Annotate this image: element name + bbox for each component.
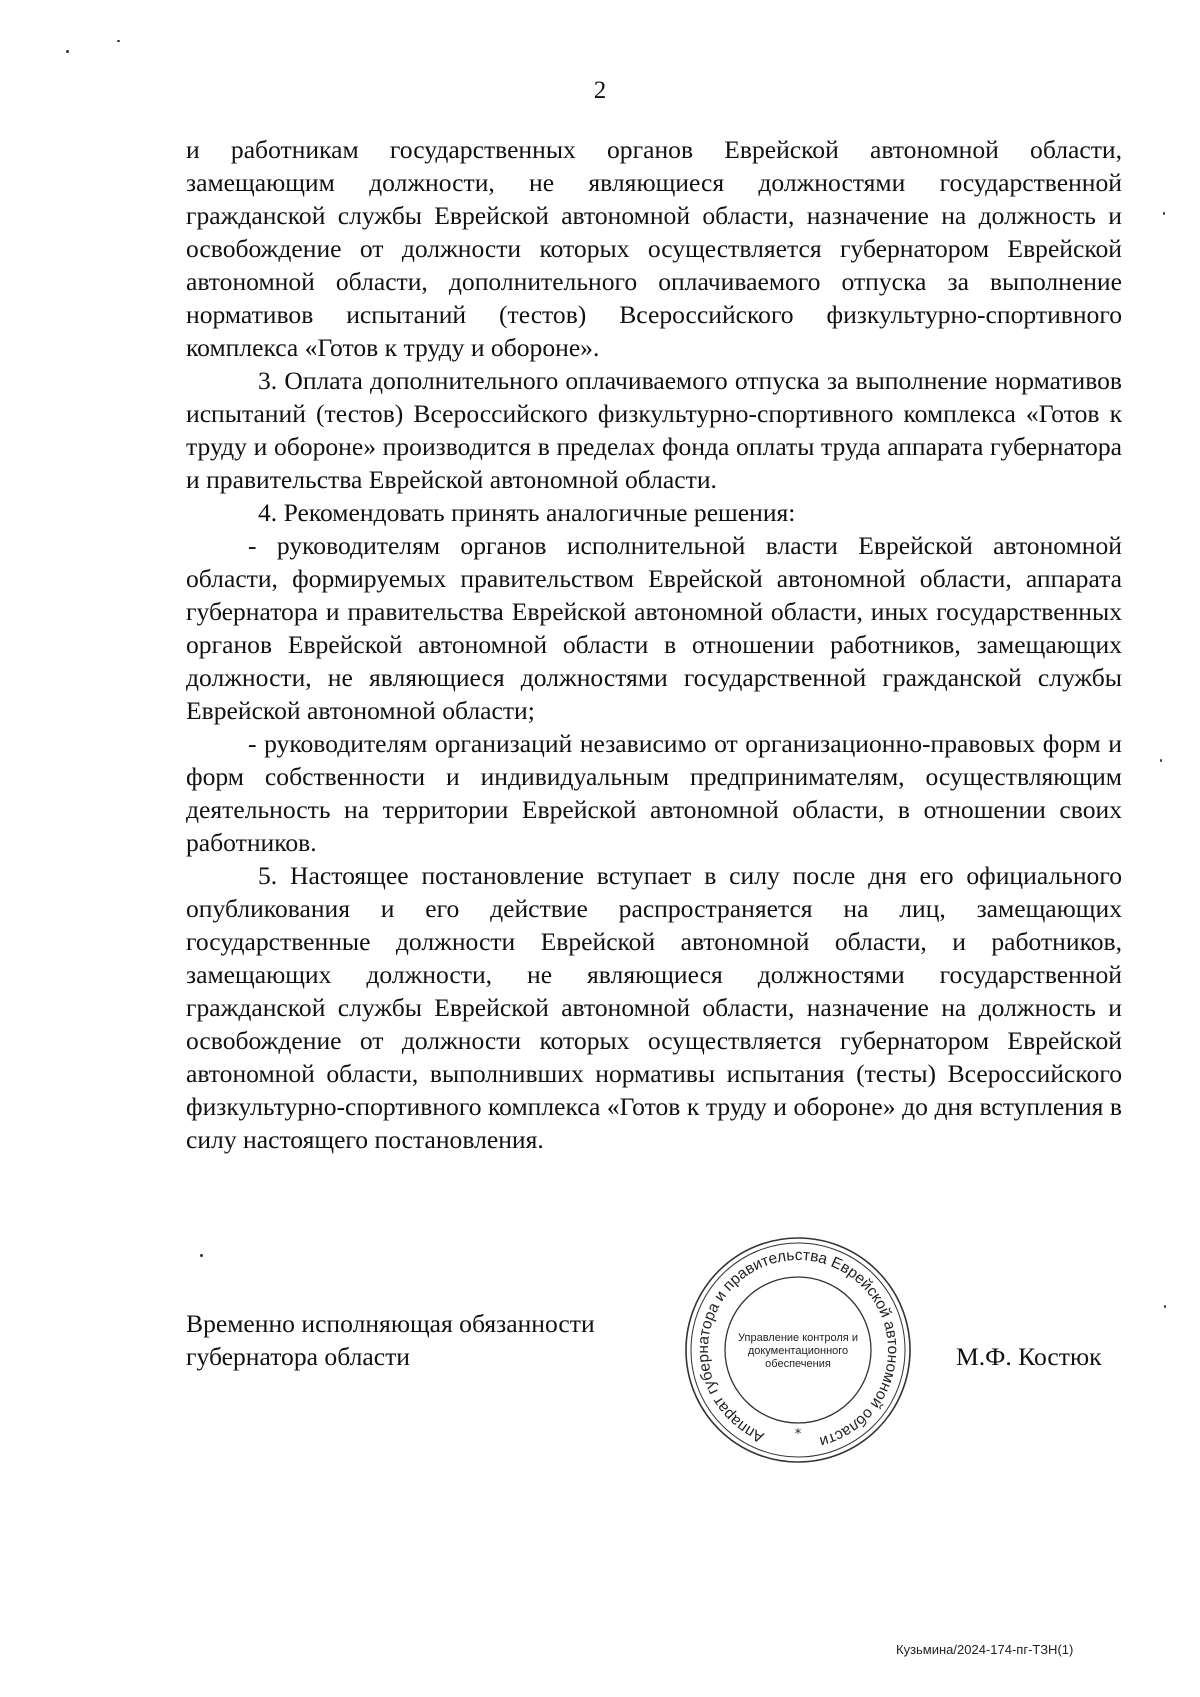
signer-position-line-2: губернатора области	[186, 1342, 410, 1371]
signer-position	[186, 1307, 646, 1373]
document-code: Кузьмина/2024-174-пг-ТЗН(1)	[896, 1642, 1074, 1657]
paragraph-continuation: и работникам государственных органов Еврейской автономной области, замещающим должности, не являющиеся должностями государственной гражданской службы Еврейской автономной области, назначение на должность и освобождение от должности которых осуществляется губернатором Еврейской автономной области, дополнительного оплачиваемого отпуска за выполнение нормативов испытаний (тестов) Всероссийского физкультурно-спортивного комплекса «Готов к труду и обороне».	[186, 135, 1122, 362]
scan-speck	[66, 50, 69, 53]
paragraph-4-item-1: - руководителям органов исполнительной власти Еврейской автономной области, формируемых правительством Еврейской автономной области, аппарата губернатора и правительства Еврейской автономной области, иных государственных органов Еврейской автономной области в отношении работников, замещающих должности, не являющиеся должностями государственной гражданской службы Еврейской автономной области;	[186, 531, 1122, 725]
paragraph-5: 5. Настоящее постановление вступает в силу после дня его официального опубликования и его действие распространяется на лиц, замещающих государственные должности Еврейской автономной области, и работников, замещающих должности, не являющиеся должностями государственной гражданской службы Еврейской автономной области, назначение на должность и освобождение от должности которых осуществляется губернатором Еврейской автономной области, выполнивших нормативы испытания (тесты) Всероссийского физкультурно-спортивного комплекса «Готов к труду и обороне» до дня вступления в силу настоящего постановления.	[186, 861, 1122, 1154]
scan-speck	[1160, 759, 1162, 762]
scan-speck	[1163, 212, 1165, 215]
seal-center-text	[727, 1323, 869, 1379]
scan-speck	[1164, 1305, 1166, 1308]
seal-star-icon: *	[794, 1427, 802, 1442]
seal-ring-text: Аппарат губернатора и правительства Еврейской автономной области	[694, 1246, 902, 1451]
signer-name: М.Ф. Костюк	[956, 1342, 1102, 1371]
official-seal	[683, 1235, 913, 1465]
document-body	[186, 133, 1122, 1156]
page-number: 2	[593, 77, 607, 104]
paragraph-4: 4. Рекомендовать принять аналогичные решения:	[258, 498, 796, 527]
signer-position-line-1: Временно исполняющая обязанности	[186, 1309, 595, 1338]
seal-center-line-3: обеспечения	[765, 1357, 831, 1370]
paragraph-3: 3. Оплата дополнительного оплачиваемого отпуска за выполнение нормативов испытаний (тестов) Всероссийского физкультурно-спортивного комплекса «Готов к труду и обороне» производится в пределах фонда оплаты труда аппарата губернатора и правительства Еврейской автономной области.	[186, 366, 1122, 494]
scan-speck	[117, 40, 120, 42]
seal-center-line-1: Управление контроля и	[738, 1331, 858, 1344]
scan-speck	[200, 1254, 203, 1257]
paragraph-4-item-2: - руководителям организаций независимо от организационно-правовых форм и форм собственности и индивидуальным предпринимателям, осуществляющим деятельность на территории Еврейской автономной области, в отношении своих работников.	[186, 729, 1122, 857]
seal-center-line-2: документационного	[747, 1344, 849, 1357]
